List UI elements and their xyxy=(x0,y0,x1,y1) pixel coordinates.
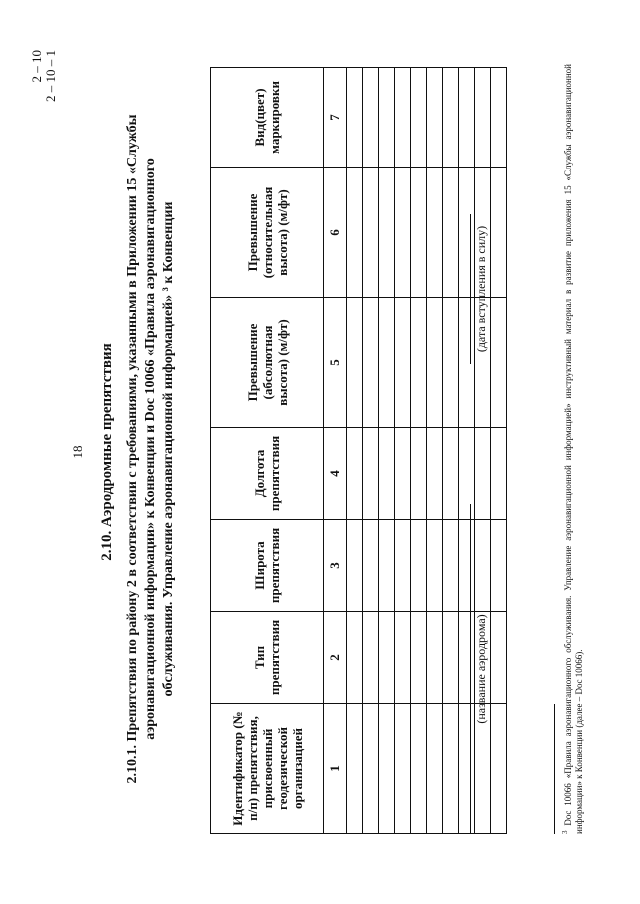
table-cell xyxy=(379,704,395,834)
table-cell xyxy=(379,612,395,704)
table-cell xyxy=(395,298,411,428)
table-cell xyxy=(427,428,443,520)
table-cell xyxy=(411,298,427,428)
column-index: 7 xyxy=(324,68,347,168)
header-absolute-elevation: Превышение (абсолютная высота) (м/фт) xyxy=(211,298,324,428)
table-cell xyxy=(379,520,395,612)
table-cell xyxy=(491,520,507,612)
table-cell xyxy=(347,612,363,704)
page-number: 18 xyxy=(70,445,85,459)
header-marking: Вид(цвет) маркировки xyxy=(211,68,324,168)
section-code xyxy=(30,50,58,102)
table-cell xyxy=(347,68,363,168)
table-cell xyxy=(347,168,363,298)
table-cell xyxy=(443,612,459,704)
column-index: 4 xyxy=(324,428,347,520)
table-cell xyxy=(379,168,395,298)
table-row xyxy=(459,68,475,834)
table-cell xyxy=(395,168,411,298)
table-cell xyxy=(443,298,459,428)
subsection-title: 2.10.1. Препятствия по району 2 в соответствии с требованиями, указанными в Приложении 15 «Службы аэронавигационной информации» к Конвенции и Doc 10066 «Правила аэронавигационного обслуживания. Управление аэронавигационной информацией» ³ к Конвенции xyxy=(125,114,176,784)
table-cell xyxy=(491,704,507,834)
table-cell xyxy=(411,704,427,834)
table-row xyxy=(347,68,363,834)
table-cell xyxy=(443,520,459,612)
table-cell xyxy=(379,68,395,168)
effective-date-line xyxy=(470,214,471,364)
table-row xyxy=(443,68,459,834)
footnote-divider xyxy=(554,704,555,834)
column-index: 1 xyxy=(324,704,347,834)
table-index-row xyxy=(324,68,347,834)
table-cell xyxy=(459,168,475,298)
table-cell xyxy=(427,68,443,168)
table-cell xyxy=(363,298,379,428)
table-cell xyxy=(459,520,475,612)
table-cell xyxy=(459,298,475,428)
table-cell xyxy=(459,612,475,704)
table-cell xyxy=(491,298,507,428)
table-cell xyxy=(411,612,427,704)
table-cell xyxy=(347,428,363,520)
section-code-line: 2 – 10 xyxy=(29,50,44,83)
table-cell xyxy=(459,428,475,520)
effective-date-label: (дата вступления в силу) xyxy=(474,225,488,353)
column-index: 5 xyxy=(324,298,347,428)
aerodrome-name-label: (название аэродрома) xyxy=(474,614,488,724)
table-cell xyxy=(395,704,411,834)
table-cell xyxy=(443,704,459,834)
header-obstacle-type: Тип препятствия xyxy=(211,612,324,704)
table-cell xyxy=(363,612,379,704)
column-index: 6 xyxy=(324,168,347,298)
table-cell xyxy=(475,68,491,168)
table-cell xyxy=(443,428,459,520)
header-longitude: Долгота препятствия xyxy=(211,428,324,520)
table-cell xyxy=(347,704,363,834)
table-cell xyxy=(459,704,475,834)
table-cell xyxy=(379,428,395,520)
table-row xyxy=(411,68,427,834)
table-cell xyxy=(443,68,459,168)
header-identifier: Идентификатор (№ п/п) препятствия, присвоенный геодезической организацией xyxy=(211,704,324,834)
table-cell xyxy=(395,428,411,520)
table-header-row xyxy=(211,68,324,834)
table-cell xyxy=(347,298,363,428)
table-cell xyxy=(427,298,443,428)
table-cell xyxy=(491,168,507,298)
table-cell xyxy=(363,168,379,298)
table-cell xyxy=(459,68,475,168)
table-row xyxy=(491,68,507,834)
table-cell xyxy=(395,520,411,612)
aerodrome-name-line xyxy=(470,504,471,834)
header-relative-elevation: Превышение (относительная высота) (м/фт) xyxy=(211,168,324,298)
table-cell xyxy=(411,520,427,612)
column-index: 2 xyxy=(324,612,347,704)
table-cell xyxy=(395,68,411,168)
footnote-marker: 3 xyxy=(561,830,569,834)
table-cell xyxy=(411,68,427,168)
table-cell xyxy=(363,428,379,520)
table-cell xyxy=(363,704,379,834)
footnote xyxy=(560,64,585,834)
footnote-text: Doc 10066 «Правила аэронавигационного обслуживания. Управление аэронавигационной информацией» инструктивный материал в развитие приложения 15 «Службы аэронавигационной информации» к Конвенции (далее – Doc 10066). xyxy=(563,63,584,834)
table-row xyxy=(363,68,379,834)
table-cell xyxy=(363,520,379,612)
obstacles-table xyxy=(210,67,507,834)
table-cell xyxy=(427,168,443,298)
column-index: 3 xyxy=(324,520,347,612)
table-cell xyxy=(427,612,443,704)
header-latitude: Широта препятствия xyxy=(211,520,324,612)
table-row xyxy=(395,68,411,834)
table-cell xyxy=(427,520,443,612)
table-row xyxy=(379,68,395,834)
table-cell xyxy=(491,68,507,168)
table-cell xyxy=(395,612,411,704)
table-cell xyxy=(443,168,459,298)
table-cell xyxy=(491,612,507,704)
table-cell xyxy=(363,68,379,168)
table-cell xyxy=(427,704,443,834)
section-title: 2.10. Аэродромные препятствия xyxy=(99,343,115,561)
table-cell xyxy=(379,298,395,428)
table-cell xyxy=(491,428,507,520)
table-cell xyxy=(411,428,427,520)
table-cell xyxy=(347,520,363,612)
table-row xyxy=(427,68,443,834)
table-cell xyxy=(411,168,427,298)
section-code-line: 2 – 10 – 1 xyxy=(43,50,58,102)
